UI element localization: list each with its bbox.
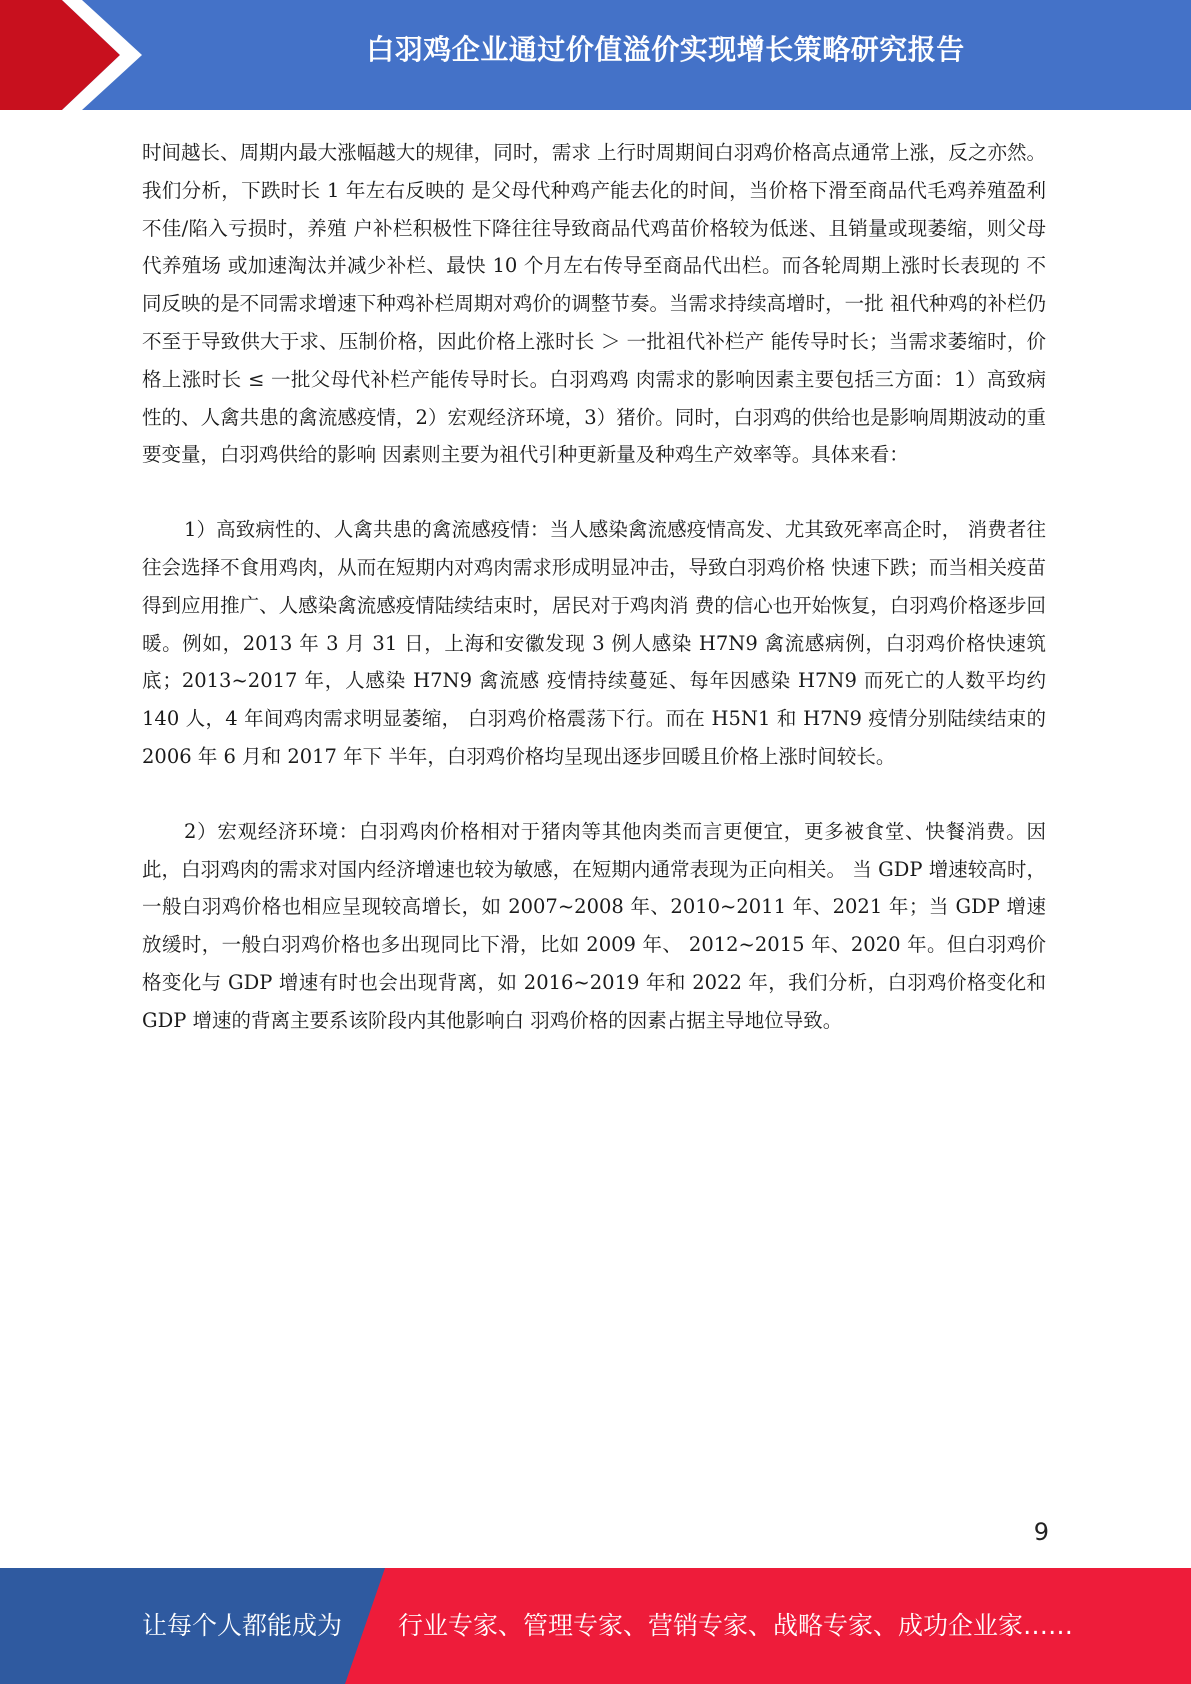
paragraph-cycle-analysis: 时间越长、周期内最大涨幅越大的规律，同时，需求 上行时周期间白羽鸡价格高点通常上涨，反之亦然。我们分析，下跌时长 1 年左右反映的 是父母代种鸡产能去化的时间，当价格下滑至商品代毛鸡养殖盈利不佳/陷入亏损时，养殖 户补栏积极性下降往往导致商品代鸡苗价格较为低迷、且销量或现萎缩，则父母代养殖场 或加速淘汰并减少补栏、最快 10 个月左右传导至商品代出栏。而各轮周期上涨时长表现的 不同反映的是不同需求增速下种鸡补栏周期对鸡价的调整节奏。当需求持续高增时，一批 祖代种鸡的补栏仍不至于导致供大于求、压制价格，因此价格上涨时长 ＞ 一批祖代补栏产 能传导时长；当需求萎缩时，价格上涨时长 ≤ 一批父母代补栏产能传导时长。白羽鸡鸡 肉需求的影响因素主要包括三方面：1）高致病性的、人禽共患的禽流感疫情，2）宏观经济环境，3）猪价。同时，白羽鸡的供给也是影响周期波动的重要变量，白羽鸡供给的影响 因素则主要为祖代引种更新量及种鸡生产效率等。具体来看：	[142, 141, 1046, 467]
page-header	[0, 0, 1191, 110]
page-footer	[0, 1568, 1191, 1684]
paragraph-macro-economy: 2）宏观经济环境：白羽鸡肉价格相对于猪肉等其他肉类而言更便宜，更多被食堂、快餐消费。因此，白羽鸡肉的需求对国内经济增速也较为敏感，在短期内通常表现为正向相关。 当 GDP 增速较高时，一般白羽鸡价格也相应呈现较高增长，如 2007~2008 年、2010~2011 年、2021 年；当 GDP 增速放缓时，一般白羽鸡价格也多出现同比下滑，比如 2009 年、 2012~2015 年、2020 年。但白羽鸡价格变化与 GDP 增速有时也会出现背离，如 2016~2019 年和 2022 年，我们分析，白羽鸡价格变化和 GDP 增速的背离主要系该阶段内其他影响白 羽鸡价格的因素占据主导地位导致。	[142, 819, 1046, 1032]
paragraph-avian-flu: 1）高致病性的、人禽共患的禽流感疫情：当人感染禽流感疫情高发、尤其致死率高企时， 消费者往往会选择不食用鸡肉，从而在短期内对鸡肉需求形成明显冲击，导致白羽鸡价格 快速下跌；而当相关疫苗得到应用推广、人感染禽流感疫情陆续结束时，居民对于鸡肉消 费的信心也开始恢复，白羽鸡价格逐步回暖。例如，2013 年 3 月 31 日，上海和安徽发现 3 例人感染 H7N9 禽流感病例，白羽鸡价格快速筑底；2013~2017 年，人感染 H7N9 禽流感 疫情持续蔓延、每年因感染 H7N9 而死亡的人数平均约 140 人，4 年间鸡肉需求明显萎缩， 白羽鸡价格震荡下行。而在 H5N1 和 H7N9 疫情分别陆续结束的 2006 年 6 月和 2017 年下 半年，白羽鸡价格均呈现出逐步回暖且价格上涨时间较长。	[142, 518, 1046, 768]
footer-slogan-right: 行业专家、管理专家、营销专家、战略专家、成功企业家……	[398, 1611, 1074, 1640]
report-title: 白羽鸡企业通过价值溢价实现增长策略研究报告	[366, 33, 965, 66]
report-body	[142, 134, 1046, 1077]
header-arrow-decoration	[0, 0, 150, 110]
footer-slogan-left: 让每个人都能成为	[142, 1611, 343, 1640]
page-number: 9	[1033, 1518, 1049, 1546]
